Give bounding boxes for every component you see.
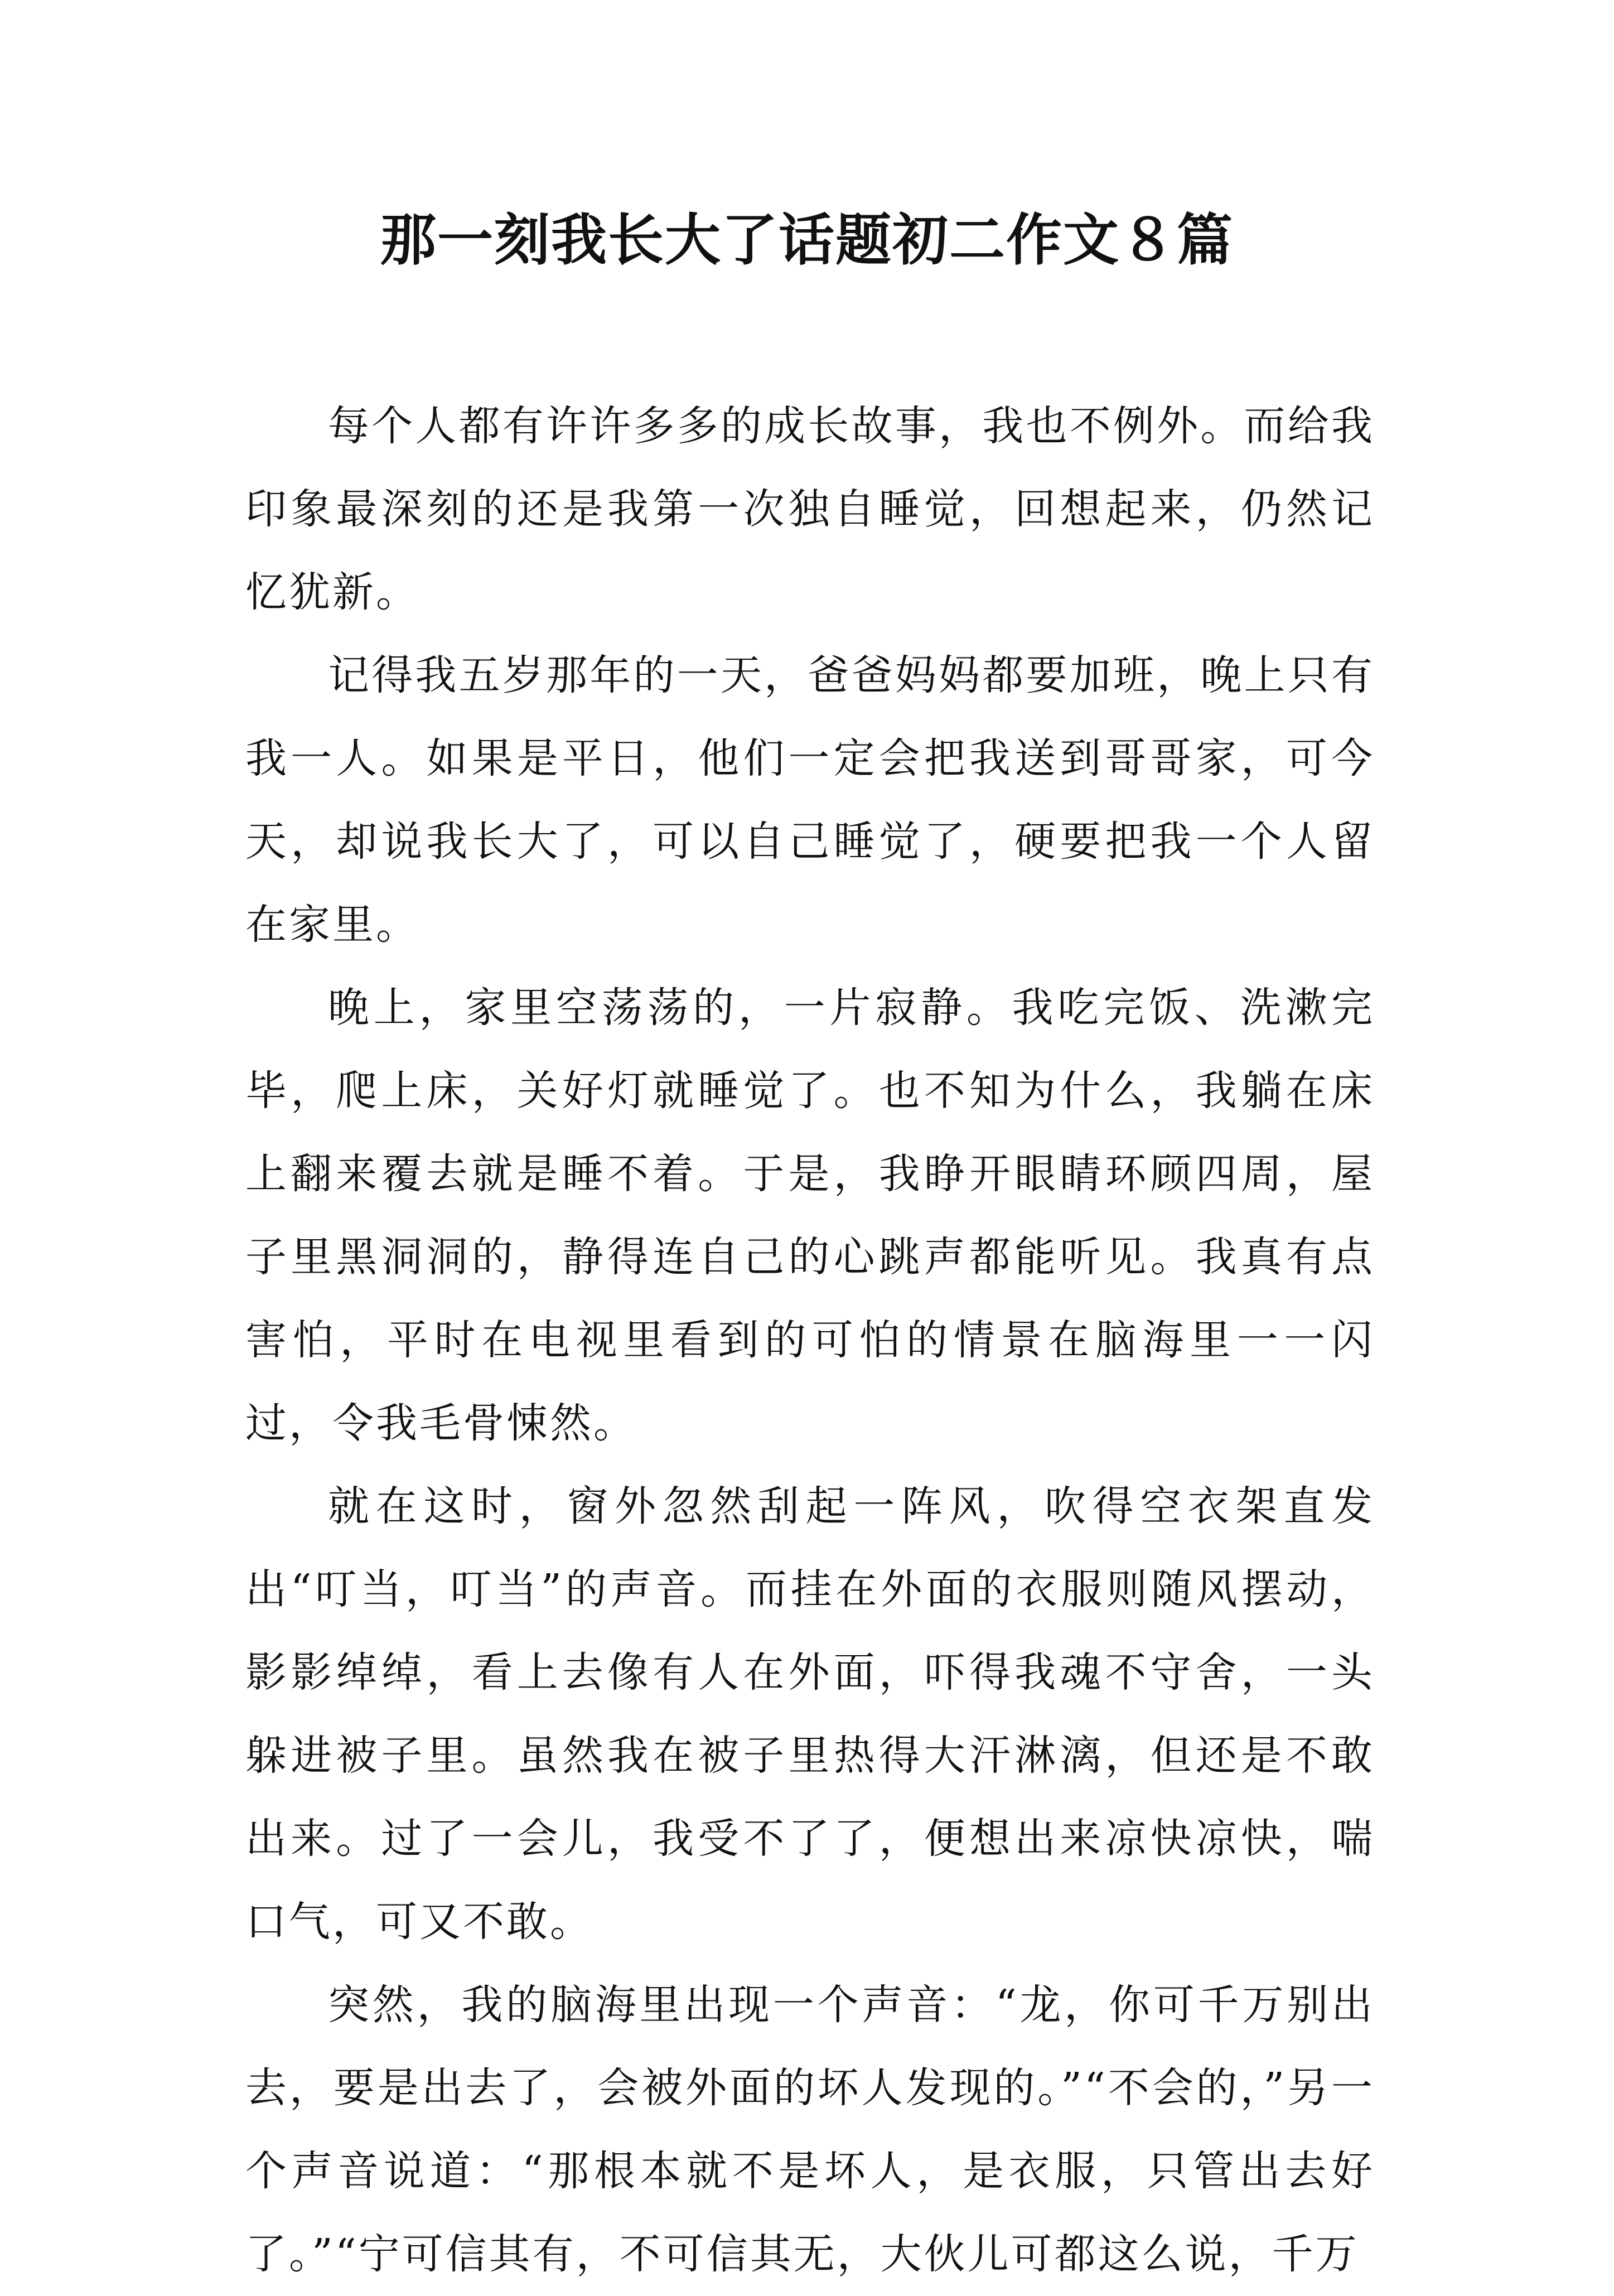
paragraph-4: 就在这时，窗外忽然刮起一阵风，吹得空衣架直发出“叮当，叮当”的声音。而挂在外面的衣服则随风摆动，影影绰绰，看上去像有人在外面，吓得我魂不守舍，一头躲进被子里。虽然我在被子里热得大汗淋漓，但还是不敢出来。过了一会儿，我受不了了，便想出来凉快凉快，喘口气，可又不敢。 (245, 1482, 1375, 1946)
document-body (245, 385, 1375, 2296)
document-title: 那一刻我长大了话题初二作文８篇 (380, 207, 1234, 273)
paragraph-1: 每个人都有许许多多的成长故事，我也不例外。而给我印象最深刻的还是我第一次独自睡觉，回想起来，仍然记忆犹新。 (245, 402, 1375, 616)
paragraph-5: 突然，我的脑海里出现一个声音：“龙，你可千万别出去，要是出去了，会被外面的坏人发现的。”“不会的，”另一个声音说道：“那根本就不是坏人，是衣服，只管出去好了。”“宁可信其有，不可信其无，大伙儿可都这么说，千万 (245, 1981, 1375, 2278)
paragraph-2: 记得我五岁那年的一天，爸爸妈妈都要加班，晚上只有我一人。如果是平日，他们一定会把我送到哥哥家，可今天，却说我长大了，可以自己睡觉了，硬要把我一个人留在家里。 (245, 651, 1375, 949)
paragraph-3: 晚上，家里空荡荡的，一片寂静。我吃完饭、洗漱完毕，爬上床，关好灯就睡觉了。也不知为什么，我躺在床上翻来覆去就是睡不着。于是，我睁开眼睛环顾四周，屋子里黑洞洞的，静得连自己的心跳声都能听见。我真有点害怕，平时在电视里看到的可怕的情景在脑海里一一闪过，令我毛骨悚然。 (245, 984, 1375, 1447)
